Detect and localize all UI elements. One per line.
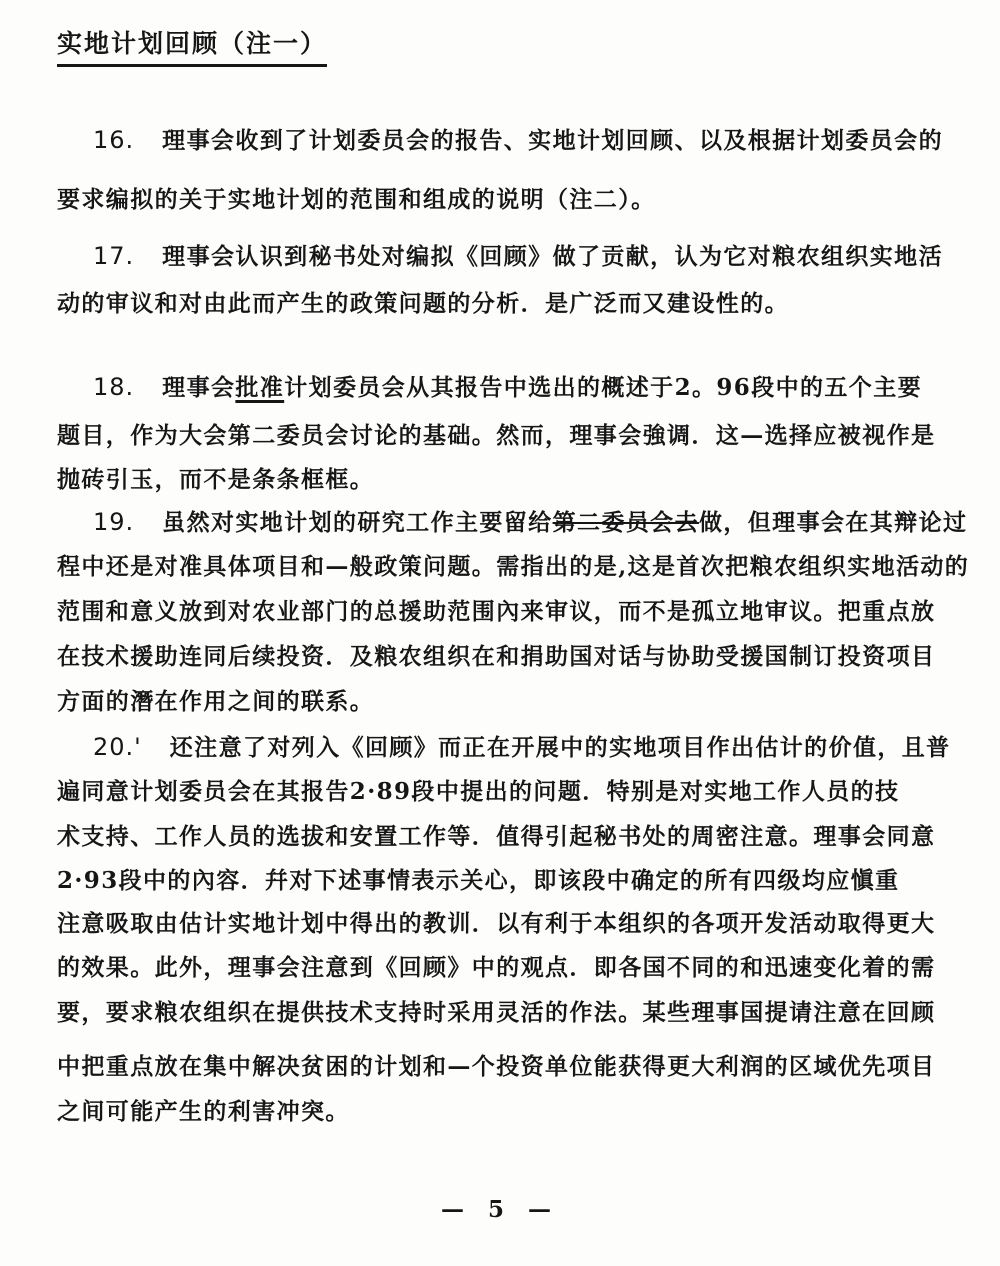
para-20-line-2: 遍同意计划委员会在其报告2·89段中提出的问题．特别是对实地工作人员的技 — [57, 778, 900, 805]
para-18-line-1 — [93, 369, 922, 402]
para-16-text-1: 理事会收到了计划委员会的报告、实地计划回顾、以及根据计划委员会的 — [162, 127, 943, 154]
para-20-line-8: 中把重点放在集中解决贫困的计划和—个投资单位能获得更大利润的区域优先项目 — [57, 1053, 936, 1080]
para-19-struck-text: 第二委员会去 — [552, 509, 699, 536]
para-20-line-1 — [93, 729, 951, 762]
para-20-text-1: 还注意了对列入《回顾》而正在开展中的实地项目作出估计的价值，且普 — [169, 734, 951, 761]
para-18-line-3: 抛砖引玉，而不是条条框框。 — [57, 466, 375, 493]
para-19-number: 19. — [93, 508, 135, 536]
para-20-line-9: 之间可能产生的利害冲突。 — [57, 1098, 350, 1125]
para-17-line-2: 动的审议和对由此而产生的政策问题的分析．是广泛而又建设性的。 — [57, 290, 789, 317]
para-20-line-3: 术支持、工作人员的选拔和安置工作等．值得引起秘书处的周密注意。理事会同意 — [57, 823, 936, 850]
para-18-text-1-post: 计划委员会从其报告中选出的概述于2。96段中的五个主要 — [284, 374, 922, 401]
para-20-line-7: 要，要求粮农组织在提供技术支持时采用灵活的作法。某些理事国提请注意在回顾 — [57, 999, 936, 1026]
para-20-number: 20.' — [93, 733, 142, 761]
para-17-number: 17. — [93, 242, 135, 270]
para-19-text-1-post: 做，但理事会在其辩论过 — [698, 509, 968, 536]
para-19-line-1 — [93, 504, 967, 537]
para-19-line-3: 范围和意义放到对农业部门的总援助范围內来审议，而不是孤立地审议。把重点放 — [57, 598, 936, 625]
para-20-line-6: 的效果。此外，理事会注意到《回顾》中的观点．即各国不同的和迅速变化着的需 — [57, 954, 936, 981]
para-16-number: 16. — [93, 126, 135, 154]
para-17-line-1 — [93, 238, 943, 271]
para-18-underlined-word: 批准 — [235, 374, 285, 401]
para-20-line-4: 2·93段中的內容．幷对下述事情表示关心，即该段中确定的所有四级均应愼重 — [57, 867, 900, 894]
page-number: — 5 — — [440, 1196, 560, 1223]
para-18-number: 18. — [93, 373, 135, 401]
para-19-text-1-pre: 虽然对实地计划的研究工作主要留给 — [162, 509, 553, 536]
para-18-line-2: 题目，作为大会第二委员会讨论的基础。然而，理事会強调．这—选择应被视作是 — [57, 422, 936, 449]
para-19-line-5: 方面的潛在作用之间的联系。 — [57, 688, 375, 715]
para-19-line-2: 程中还是对准具体项目和—般政策问题。需指出的是,这是首次把粮农组织实地活动的 — [57, 553, 970, 580]
para-16-line-1 — [93, 122, 943, 155]
para-19-line-4: 在技术援助连同后续投资．及粮农组织在和捐助国对话与协助受援国制订投资项目 — [57, 643, 936, 670]
para-18-text-1-pre: 理事会 — [162, 374, 236, 401]
para-16-line-2: 要求编拟的关于实地计划的范围和组成的说明（注二）。 — [57, 186, 656, 213]
para-20-line-5: 注意吸取由估计实地计划中得出的教训．以有利于本组织的各项开发活动取得更大 — [57, 910, 936, 937]
page-title: 实地计划回顾（注一） — [57, 24, 327, 67]
para-17-text-1: 理事会认识到秘书处对编拟《回顾》做了贡献，认为它对粮农组织实地活 — [162, 243, 943, 270]
